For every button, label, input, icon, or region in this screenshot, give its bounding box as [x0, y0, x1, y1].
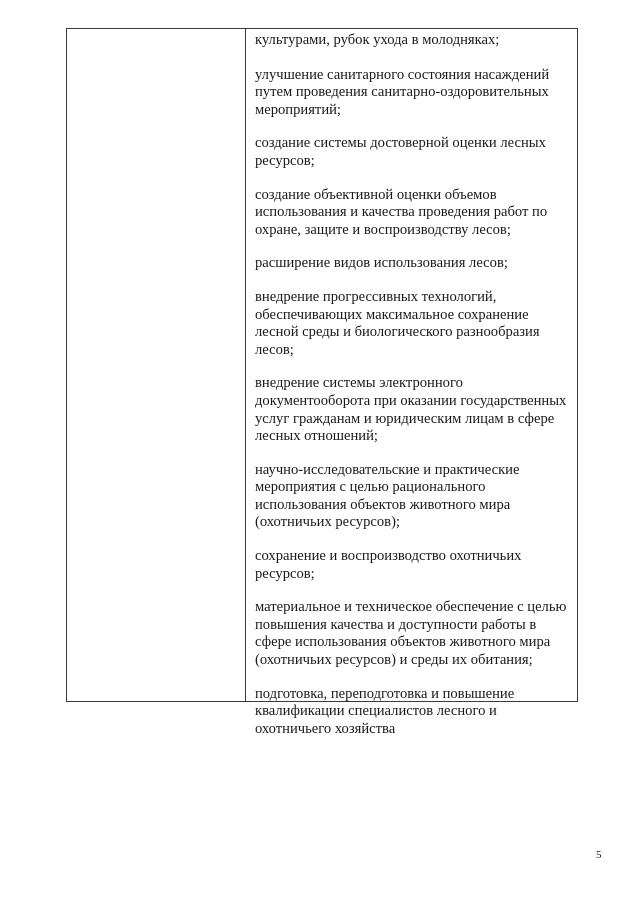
list-item: улучшение санитарного состояния насаждений путем проведения санитарно-оздоровительных мероприятий;	[255, 66, 550, 118]
list-item: материальное и техническое обеспечение с целью повышения качества и доступности работы в сфере использования объектов животного мира (охотничьих ресурсов) и среды их обитания;	[255, 599, 567, 669]
list-item: создание объективной оценки объемов использования и качества проведения работ по охране, защите и воспроизводству лесов;	[255, 186, 548, 238]
page-number: 5	[596, 849, 602, 861]
list-item: создание системы достоверной оценки лесных ресурсов;	[255, 135, 546, 169]
table-left-cell	[67, 29, 246, 701]
list-item: расширение видов использования лесов;	[255, 255, 508, 272]
list-item: внедрение системы электронного документооборота при оказании государственных услуг гражданам и юридическим лицам в сфере лесных отношений;	[255, 375, 567, 445]
list-item: культурами, рубок ухода в молодняках;	[255, 32, 500, 48]
table-right-cell	[246, 29, 577, 737]
list-item: научно-исследовательские и практические мероприятия с целью рационального использования объектов животного мира (охотничьих ресурсов);	[255, 461, 520, 531]
list-item: подготовка, переподготовка и повышение квалификации специалистов лесного и охотничьего хозяйства	[255, 685, 515, 737]
list-item: сохранение и воспроизводство охотничьих ресурсов;	[255, 548, 522, 582]
list-item: внедрение прогрессивных технологий, обеспечивающих максимальное сохранение лесной среды и биологического разнообразия лесов;	[255, 288, 540, 358]
document-table	[66, 28, 578, 737]
